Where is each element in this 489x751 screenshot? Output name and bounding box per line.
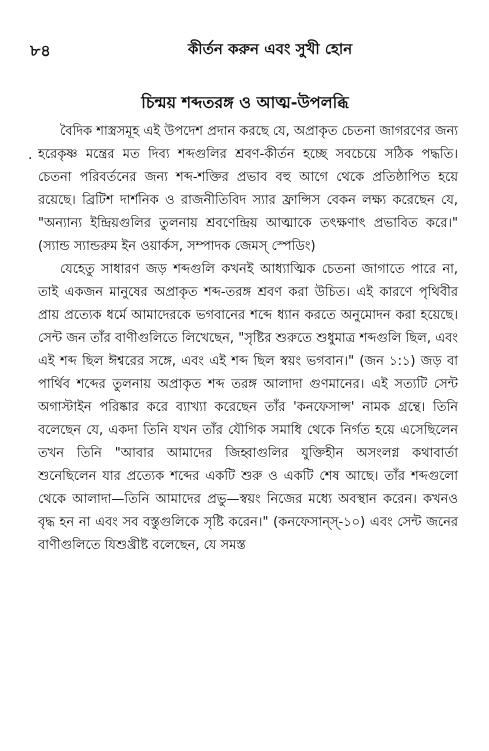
margin-mark: · bbox=[28, 151, 33, 167]
paragraph: যেহেতু সাধারণ জড় শব্দগুলি কখনই আধ্যাত্মিক চেতনা জাগাতে পারে না, তাই একজন মানুষের অপ্রাকৃত শব্দ-তরঙ্গ শ্রবণ করা উচিত। এই কারণে পৃথিবীর প্রায় প্রত্যেক ধর্মে আমাদেরকে ভগবানের শব্দে ধ্যান করতে অনুমোদন করা হয়েছে। সেন্ট জন তাঁর বাণীগুলিতে লিখেছেন, "সৃষ্টির শুরুতে শুধুমাত্র শব্দগুলি ছিল, এবং এই শব্দ ছিল ঈশ্বরের সঙ্গে, এবং এই শব্দ ছিল স্বয়ং ভগবান।" (জন ১:১) জড় বা পার্থিব শব্দের তুলনায় অপ্রাকৃত শব্দ তরঙ্গ আলাদা গুণমানের। এই সত্যটি সেন্ট অগাস্টাইন পরিষ্কার করে ব্যাখ্যা করেছেন তাঁর 'কনফেসান্স' নামক গ্রন্থে। তিনি বলেছেন যে, একদা তিনি যখন তাঁর যৌগিক সমাধি থেকে নির্গত হয়ে এসেছিলেন তখন তিনি "আবার আমাদের জিহ্বাগুলির যুক্তিহীন অসংলগ্ন কথাবার্তা শুনেছিলেন যার প্রত্যেক শব্দের একটি শুরু ও একটি শেষ আছে। তাঁর শব্দগুলো থেকে আলাদা—তিনি আমাদের প্রভু—স্বয়ং নিজের মধ্যে অবস্থান করেন। কখনও বৃদ্ধ হন না এবং সব বস্তুগুলিকে সৃষ্টি করেন।" (কনফেসান্স্-১০) এবং সেন্ট জনের বাণীগুলিতে যিশুখ্রীষ্ট বলেছেন, যে সমস্ত bbox=[38, 262, 458, 553]
section-title: চিন্ময় শব্দতরঙ্গ ও আত্ম-উপলব্ধি bbox=[141, 93, 349, 112]
running-title: কীর্তন করুন এবং সুখী হোন bbox=[187, 40, 353, 58]
page-header bbox=[30, 38, 450, 64]
page-number: ৮৪ bbox=[30, 41, 51, 60]
paragraph: বৈদিক শাস্ত্রসমূহ এই উপদেশ প্রদান করছে যে, অপ্রাকৃত চেতনা জাগরণের জন্য হরেকৃষ্ণ মন্ত্রের মত দিব্য শব্দগুলির শ্রবণ-কীর্তন হচ্ছে সবচেয়ে সঠিক পদ্ধতি। চেতনা পরিবর্তনের জন্য শব্দ-শক্তির প্রভাব বহু আগে থেকে প্রতিষ্ঠাপিত হয়ে রয়েছে। ব্রিটিশ দার্শনিক ও রাজনীতিবিদ স্যার ফ্রান্সিস বেকন লক্ষ্য করেছেন যে, "অন্যান্য ইন্দ্রিয়গুলির তুলনায় শ্রবণেন্দ্রিয় আত্মাকে তৎক্ষণাৎ প্রভাবিত করে।" (স্যান্ড স্যান্ডরুম ইন ওয়ার্কস, সম্পাদক জেমস্ স্পেডিং) bbox=[38, 124, 458, 254]
body-text bbox=[38, 120, 458, 557]
